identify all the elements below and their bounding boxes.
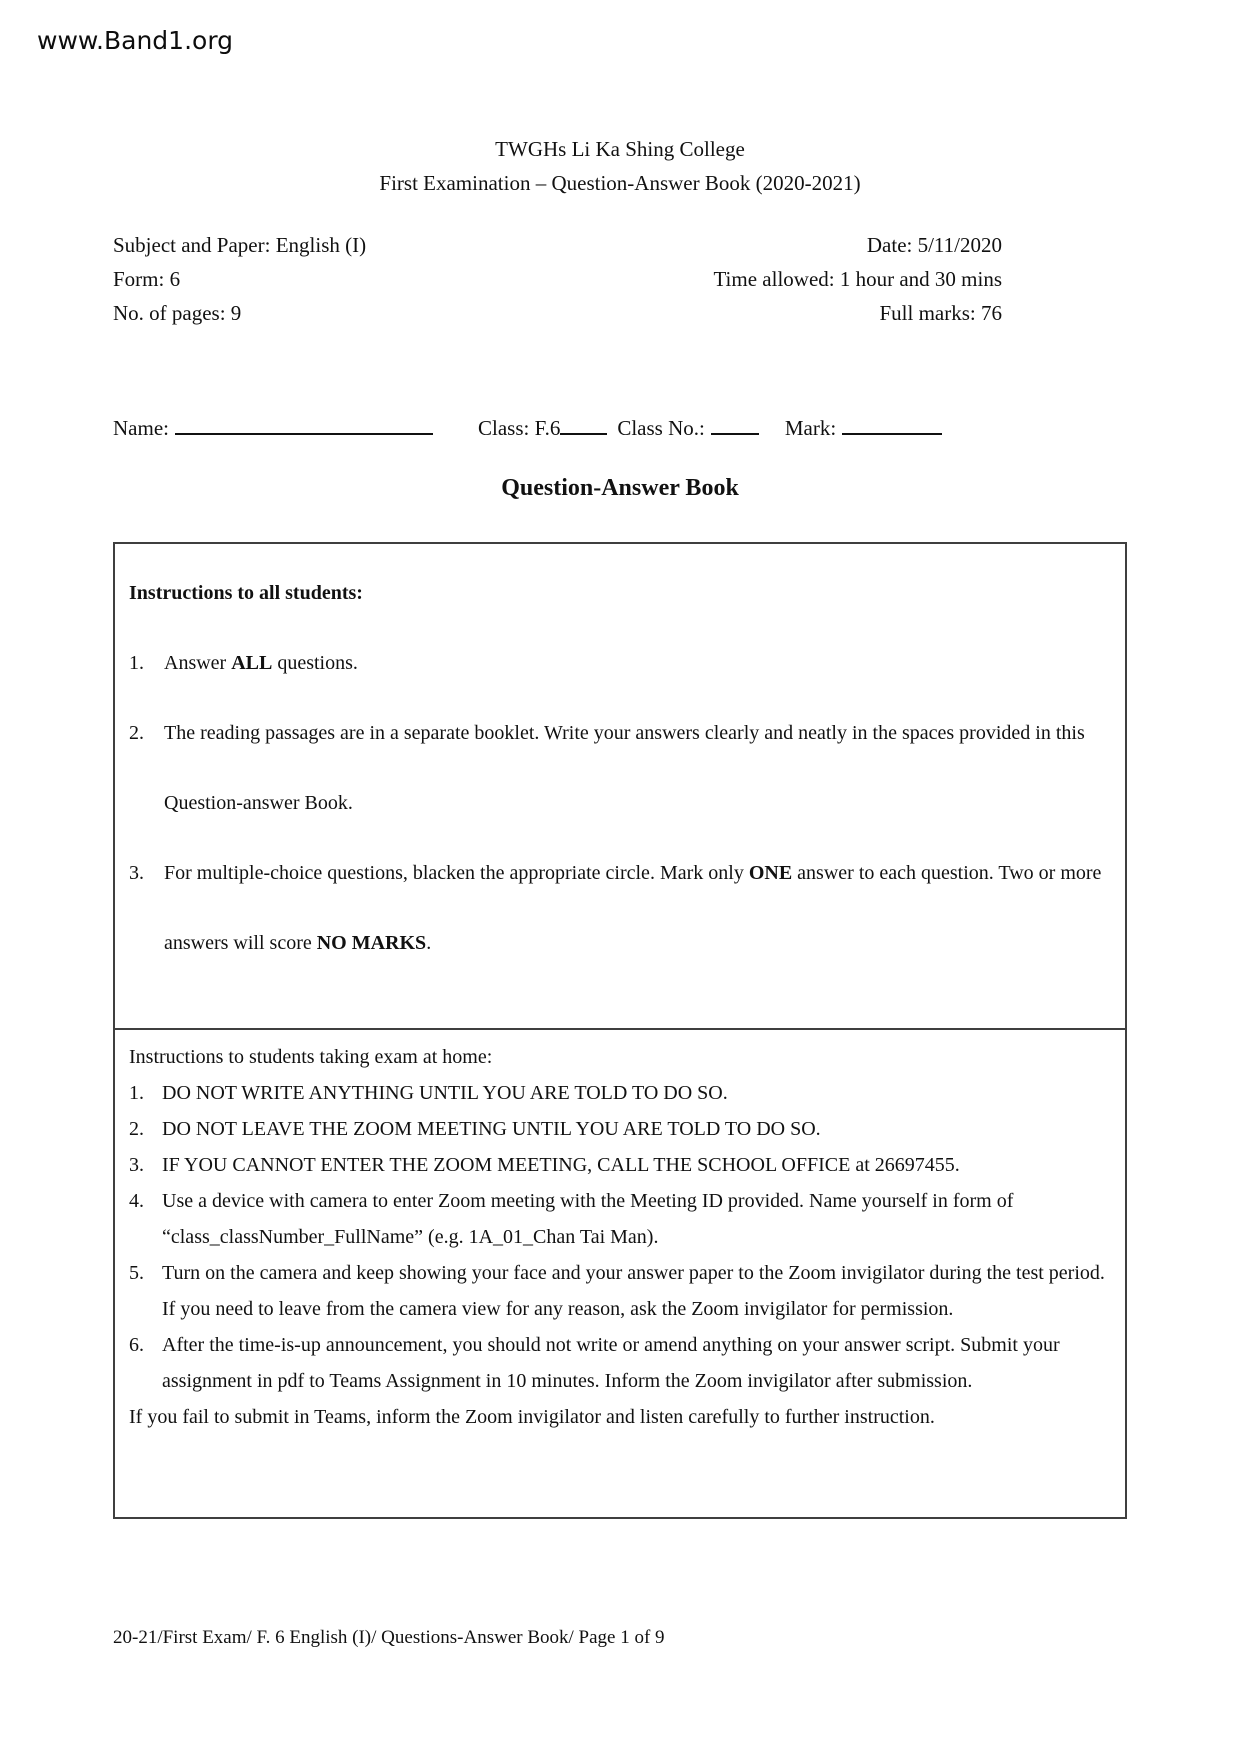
item-text-part: The reading passages are in a separate booklet. Write your answers clearly and neatly in the spaces provided in this Question-answer Book. — [164, 722, 1085, 814]
item-number: 1. — [129, 1082, 144, 1104]
instruction-item — [129, 628, 1109, 698]
class-no-field-line — [711, 430, 759, 435]
item-text-bold: ALL — [231, 652, 273, 674]
full-marks-label: Full marks: 76 — [879, 301, 1002, 325]
class-field-line — [560, 430, 607, 435]
instructions-all-section — [115, 544, 1125, 1030]
instruction-item — [129, 1147, 1109, 1183]
info-row — [113, 296, 1002, 330]
name-label: Name: — [113, 416, 169, 440]
item-text-part: questions. — [272, 652, 358, 674]
subject-paper-label: Subject and Paper: English (I) — [113, 233, 367, 257]
mark-label: Mark: — [784, 416, 837, 440]
item-number: 3. — [129, 862, 144, 884]
item-number: 2. — [129, 1118, 144, 1140]
class-label: Class: F.6 — [477, 416, 561, 440]
instruction-item — [129, 1255, 1109, 1327]
date-label: Date: 5/11/2020 — [866, 233, 1002, 257]
item-number: 5. — [129, 1262, 144, 1284]
instructions-box — [113, 542, 1127, 1519]
instruction-item — [129, 838, 1109, 978]
time-allowed-label: Time allowed: 1 hour and 30 mins — [713, 267, 1002, 291]
student-fields-row — [113, 416, 1127, 441]
instruction-item — [129, 1075, 1109, 1111]
item-text — [164, 628, 1109, 698]
info-row — [113, 262, 1002, 296]
item-text-part: answer to each question. Two or more answers will score — [164, 862, 1102, 954]
item-text-bold: NO MARKS — [316, 932, 427, 954]
page-footer: 20-21/First Exam/ F. 6 English (I)/ Questions-Answer Book/ Page 1 of 9 — [113, 1627, 665, 1648]
item-text-part: . — [426, 932, 432, 954]
item-number: 2. — [129, 722, 144, 744]
item-number: 6. — [129, 1334, 144, 1356]
exam-cover-document — [113, 0, 1127, 1649]
instructions-all-heading: Instructions to all students: — [129, 582, 363, 604]
item-text-part: For multiple-choice questions, blacken the appropriate circle. Mark only — [164, 862, 749, 884]
form-label: Form: 6 — [113, 267, 181, 291]
instructions-home-heading: Instructions to students taking exam at home: — [129, 1046, 493, 1068]
submission-failure-note: If you fail to submit in Teams, inform the Zoom invigilator and listen carefully to further instruction. — [129, 1406, 935, 1428]
document-header — [113, 132, 1127, 200]
item-text — [164, 698, 1109, 838]
item-number: 3. — [129, 1154, 144, 1176]
item-text: Turn on the camera and keep showing your face and your answer paper to the Zoom invigilator during the test period. If you need to leave from the camera view for any reason, ask the Zoom invigilator for permission. — [162, 1262, 1105, 1320]
item-text: After the time-is-up announcement, you should not write or amend anything on your answer script. Submit your assignment in pdf to Teams Assignment in 10 minutes. Inform the Zoom invigilator after submission. — [162, 1334, 1060, 1392]
mark-field-line — [842, 430, 942, 435]
item-number: 4. — [129, 1190, 144, 1212]
num-pages-label: No. of pages: 9 — [113, 301, 242, 325]
class-no-label: Class No.: — [617, 416, 705, 440]
instructions-home-section — [115, 1030, 1125, 1517]
item-text-part: Answer — [164, 652, 232, 674]
item-text — [164, 838, 1109, 978]
instruction-item — [129, 698, 1109, 838]
school-name: TWGHs Li Ka Shing College — [495, 137, 745, 161]
exam-title: First Examination – Question-Answer Book (2020-2021) — [379, 171, 861, 195]
item-number: 1. — [129, 652, 144, 674]
item-text-bold: ONE — [748, 862, 793, 884]
name-field-line — [175, 430, 433, 435]
info-row — [113, 228, 1002, 262]
book-title: Question-Answer Book — [501, 475, 739, 501]
instruction-item — [129, 1111, 1109, 1147]
item-text: DO NOT WRITE ANYTHING UNTIL YOU ARE TOLD TO DO SO. — [162, 1082, 728, 1104]
instruction-item — [129, 1327, 1109, 1399]
exam-info-block — [113, 228, 1002, 330]
item-text: IF YOU CANNOT ENTER THE ZOOM MEETING, CALL THE SCHOOL OFFICE at 26697455. — [162, 1154, 960, 1176]
item-text: DO NOT LEAVE THE ZOOM MEETING UNTIL YOU ARE TOLD TO DO SO. — [162, 1118, 821, 1140]
instruction-item — [129, 1183, 1109, 1255]
watermark-site-url: www.Band1.org — [37, 26, 234, 55]
item-text: Use a device with camera to enter Zoom meeting with the Meeting ID provided. Name yourself in form of “class_classNumber_FullName” (e.g. 1A_01_Chan Tai Man). — [162, 1190, 1014, 1248]
